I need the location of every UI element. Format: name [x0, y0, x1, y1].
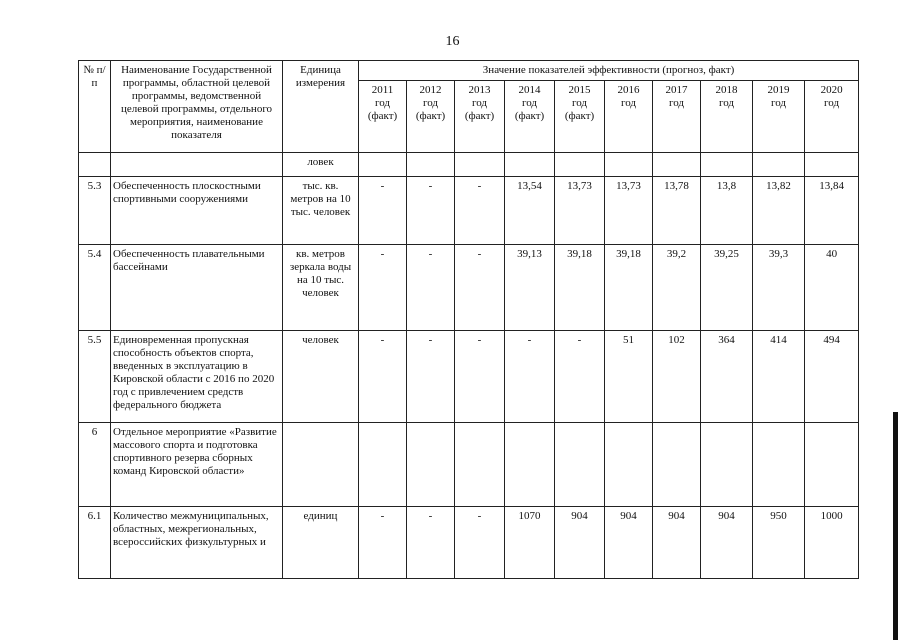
header-year-label: год	[668, 97, 685, 109]
row-value: 13,54	[505, 177, 555, 245]
header-year-label: год	[374, 97, 391, 109]
row-value	[359, 423, 407, 507]
header-year	[753, 81, 805, 153]
row-unit	[283, 423, 359, 507]
row-value	[805, 153, 859, 177]
row-value: 40	[805, 245, 859, 331]
header-name: Наименование Государственной программы, областной целевой программы, ведомственной целевой программы, отдельного мероприятия, наименование показателя	[111, 61, 283, 153]
row-value: 39,2	[653, 245, 701, 331]
row-value	[653, 153, 701, 177]
table-row	[79, 423, 859, 507]
header-values-group: Значение показателей эффективности (прогноз, факт)	[359, 61, 859, 81]
row-value	[505, 153, 555, 177]
row-value: 494	[805, 331, 859, 423]
row-value	[359, 153, 407, 177]
table-row	[79, 331, 859, 423]
row-value: 39,18	[555, 245, 605, 331]
row-num: 5.4	[79, 245, 111, 331]
row-unit: человек	[283, 331, 359, 423]
header-year	[653, 81, 701, 153]
table-row	[79, 507, 859, 579]
row-value: 364	[701, 331, 753, 423]
header-year-number: 2017	[665, 84, 688, 96]
header-year-number: 2013	[468, 84, 491, 96]
row-value: 904	[653, 507, 701, 579]
row-name	[111, 153, 283, 177]
row-value: -	[359, 245, 407, 331]
row-value: 39,25	[701, 245, 753, 331]
header-year-label: год	[571, 97, 588, 109]
row-value: 39,13	[505, 245, 555, 331]
row-value: 51	[605, 331, 653, 423]
row-name: Количество межмуниципальных, областных, межрегиональных, всероссийских физкультурных и	[111, 507, 283, 579]
row-value	[555, 423, 605, 507]
row-value: 39,3	[753, 245, 805, 331]
table-row	[79, 177, 859, 245]
header-year-label: год	[471, 97, 488, 109]
header-year-number: 2016	[617, 84, 640, 96]
row-value	[407, 153, 455, 177]
row-value: 13,73	[555, 177, 605, 245]
header-year-number: 2020	[820, 84, 843, 96]
header-year-note: (факт)	[367, 110, 398, 122]
row-value	[605, 153, 653, 177]
row-value: 39,18	[605, 245, 653, 331]
row-value	[555, 153, 605, 177]
row-unit: ловек	[283, 153, 359, 177]
row-value	[653, 423, 701, 507]
row-value: -	[407, 245, 455, 331]
header-year	[805, 81, 859, 153]
row-value: 414	[753, 331, 805, 423]
row-value: -	[359, 331, 407, 423]
header-year-label: год	[422, 97, 439, 109]
header-year-number: 2015	[568, 84, 591, 96]
table-row	[79, 245, 859, 331]
header-year-note: (факт)	[564, 110, 595, 122]
row-value: 13,78	[653, 177, 701, 245]
header-year-number: 2014	[518, 84, 541, 96]
row-value: 13,73	[605, 177, 653, 245]
header-year-label: год	[718, 97, 735, 109]
header-year	[407, 81, 455, 153]
header-year	[605, 81, 653, 153]
row-value: -	[455, 245, 505, 331]
row-value	[455, 153, 505, 177]
row-value: -	[359, 177, 407, 245]
header-year-label: год	[770, 97, 787, 109]
header-year	[555, 81, 605, 153]
row-num: 5.3	[79, 177, 111, 245]
row-unit: кв. метров зеркала воды на 10 тыс. человек	[283, 245, 359, 331]
row-value: 950	[753, 507, 805, 579]
row-value: -	[455, 331, 505, 423]
row-num: 6	[79, 423, 111, 507]
header-year-label: год	[620, 97, 637, 109]
row-name: Единовременная пропускная способность объектов спорта, введенных в эксплуатацию в Кировской области с 2016 по 2020 год с привлечением средств федерального бюджета	[111, 331, 283, 423]
row-value	[455, 423, 505, 507]
row-unit: единиц	[283, 507, 359, 579]
header-year	[701, 81, 753, 153]
header-year-number: 2019	[767, 84, 790, 96]
row-value: 904	[555, 507, 605, 579]
header-year	[455, 81, 505, 153]
header-year-note: (факт)	[514, 110, 545, 122]
row-num	[79, 153, 111, 177]
row-value: -	[359, 507, 407, 579]
row-value: 1070	[505, 507, 555, 579]
row-value: 13,8	[701, 177, 753, 245]
header-year-note: (факт)	[464, 110, 495, 122]
row-unit: тыс. кв. метров на 10 тыс. человек	[283, 177, 359, 245]
row-value: -	[505, 331, 555, 423]
row-value	[753, 153, 805, 177]
table-row	[79, 153, 859, 177]
row-value: 102	[653, 331, 701, 423]
header-year-number: 2012	[419, 84, 442, 96]
row-value	[701, 153, 753, 177]
header-num: № п/п	[79, 61, 111, 153]
header-year-label: год	[521, 97, 538, 109]
row-value: 13,84	[805, 177, 859, 245]
page-number: 16	[445, 34, 460, 49]
row-value	[701, 423, 753, 507]
row-name: Отдельное мероприятие «Развитие массового спорта и подготовка спортивного резерва сборных команд Кировской области»	[111, 423, 283, 507]
row-value: -	[407, 507, 455, 579]
header-year	[359, 81, 407, 153]
row-value	[805, 423, 859, 507]
row-value: 904	[605, 507, 653, 579]
scan-edge-bar	[893, 412, 898, 640]
row-value: 13,82	[753, 177, 805, 245]
header-year-label: год	[824, 97, 840, 109]
row-name: Обеспеченность плавательными бассейнами	[111, 245, 283, 331]
row-num: 6.1	[79, 507, 111, 579]
header-year-note: (факт)	[415, 110, 446, 122]
row-name: Обеспеченность плоскостными спортивными сооружениями	[111, 177, 283, 245]
indicators-table	[78, 60, 859, 579]
row-value: -	[407, 331, 455, 423]
row-value	[753, 423, 805, 507]
header-year-number: 2018	[715, 84, 738, 96]
row-value: -	[407, 177, 455, 245]
row-value: -	[455, 507, 505, 579]
header-year	[505, 81, 555, 153]
table-body	[79, 153, 859, 579]
row-value: -	[455, 177, 505, 245]
row-value	[605, 423, 653, 507]
header-unit: Единица измерения	[283, 61, 359, 153]
row-value: 904	[701, 507, 753, 579]
header-year-number: 2011	[371, 84, 394, 96]
row-value	[407, 423, 455, 507]
row-value: 1000	[805, 507, 859, 579]
table-header	[79, 61, 859, 153]
row-num: 5.5	[79, 331, 111, 423]
row-value: -	[555, 331, 605, 423]
row-value	[505, 423, 555, 507]
